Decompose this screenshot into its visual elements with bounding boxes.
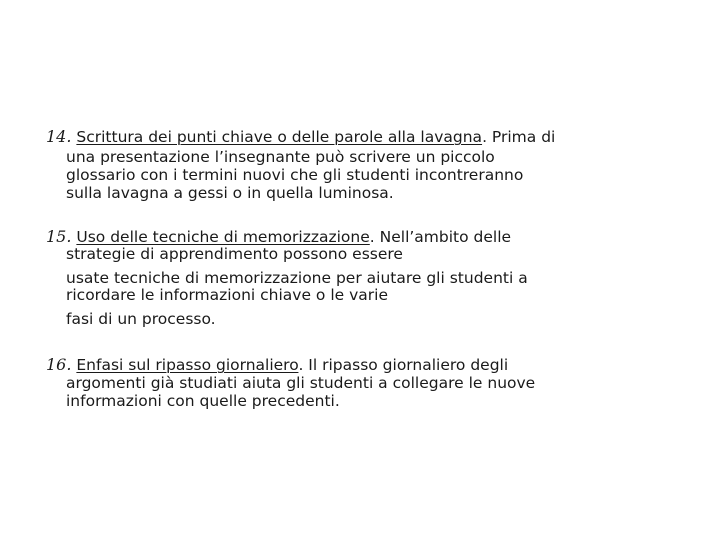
item-text: . Prima di	[482, 128, 556, 146]
item-heading: Uso delle tecniche di memorizzazione	[76, 228, 370, 246]
item-text: usate tecniche di memorizzazione per aiutare gli studenti a	[66, 269, 528, 287]
item-text: glossario con i termini nuovi che gli studenti incontreranno	[66, 166, 524, 184]
item-number: 15.	[46, 227, 72, 246]
item-text: . Nell’ambito delle	[369, 228, 512, 246]
item-number: 16.	[46, 355, 72, 374]
item-text: . Il ripasso giornaliero degli	[298, 356, 509, 374]
item-text: una presentazione l’insegnante può scrivere un piccolo	[66, 148, 495, 166]
item-first-line	[46, 128, 555, 146]
item-text: strategie di apprendimento possono essere	[66, 245, 403, 263]
item-text: argomenti già studiati aiuta gli studenti a collegare le nuove	[66, 374, 536, 392]
item-text: fasi di un processo.	[66, 310, 216, 328]
item-number: 14.	[46, 127, 72, 146]
item-text: informazioni con quelle precedenti.	[66, 392, 340, 410]
item-text: sulla lavagna a gessi o in quella luminosa.	[66, 184, 394, 202]
item-first-line	[46, 228, 511, 246]
item-text: ricordare le informazioni chiave o le varie	[66, 286, 388, 304]
item-heading: Scrittura dei punti chiave o delle parole alla lavagna	[76, 128, 483, 146]
item-heading: Enfasi sul ripasso giornaliero	[76, 356, 299, 374]
item-first-line	[46, 356, 508, 374]
